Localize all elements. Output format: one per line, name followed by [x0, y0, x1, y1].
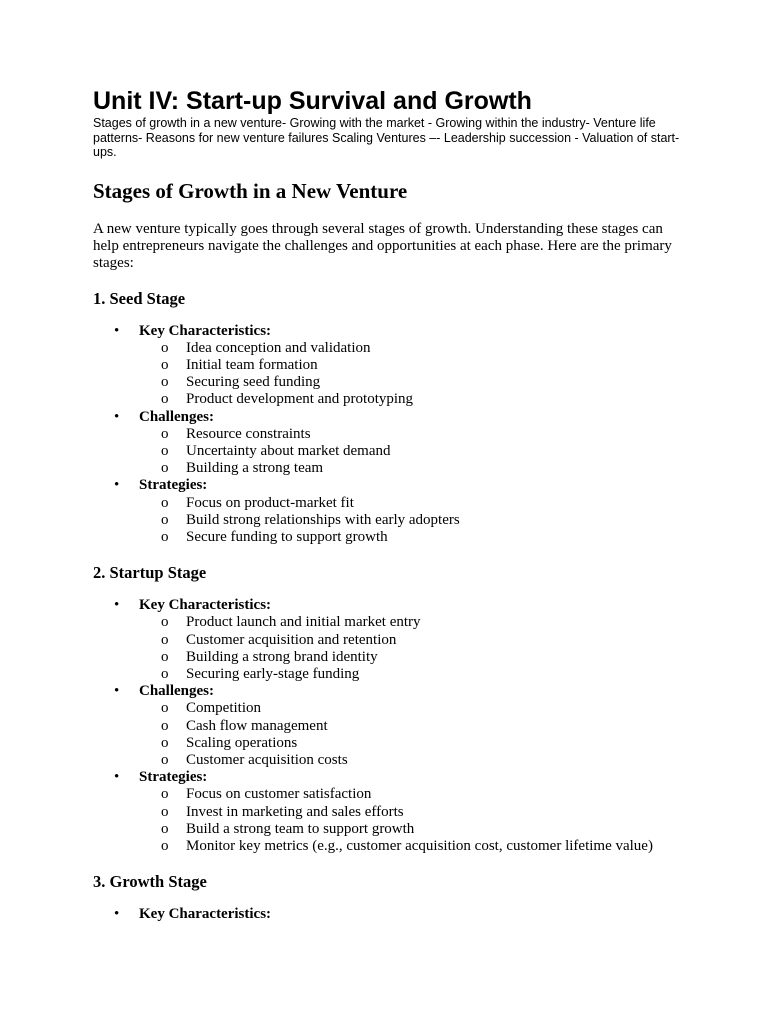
- bullet-icon: •: [114, 597, 120, 614]
- stage-section: [93, 872, 693, 923]
- bullet-icon: •: [114, 322, 120, 339]
- list-item: [93, 786, 693, 803]
- list-item: [93, 804, 693, 821]
- group-item: [93, 906, 693, 923]
- list-item: [93, 529, 693, 546]
- list-item: [93, 700, 693, 717]
- circle-bullet-icon: o: [161, 442, 169, 459]
- circle-bullet-icon: o: [161, 803, 169, 820]
- group-item: [93, 597, 693, 683]
- group-label: Key Characteristics:: [139, 906, 272, 923]
- circle-bullet-icon: o: [161, 391, 169, 408]
- list-item-text: Scaling operations: [186, 734, 298, 751]
- circle-bullet-icon: o: [161, 700, 169, 717]
- list-item: [93, 426, 693, 443]
- bullet-icon: •: [114, 683, 120, 700]
- list-item-text: Product launch and initial market entry: [186, 614, 421, 631]
- list-item-text: Build strong relationships with early adopters: [186, 511, 460, 528]
- list-item: [93, 512, 693, 529]
- circle-bullet-icon: o: [161, 786, 169, 803]
- circle-bullet-icon: o: [161, 425, 169, 442]
- sub-item-list: [93, 340, 693, 409]
- list-item-text: Competition: [186, 700, 261, 717]
- list-item-text: Idea conception and validation: [186, 339, 371, 356]
- list-item-text: Focus on customer satisfaction: [186, 786, 372, 803]
- section-title: Stages of Growth in a New Venture: [93, 178, 408, 203]
- list-item-text: Securing seed funding: [186, 374, 321, 391]
- stage-groups-list: [93, 597, 693, 855]
- circle-bullet-icon: o: [161, 494, 169, 511]
- list-item-text: Monitor key metrics (e.g., customer acquisition cost, customer lifetime value): [186, 837, 653, 854]
- circle-bullet-icon: o: [161, 511, 169, 528]
- list-item: [93, 632, 693, 649]
- circle-bullet-icon: o: [161, 648, 169, 665]
- list-item-text: Build a strong team to support growth: [186, 820, 415, 837]
- list-item-text: Focus on product-market fit: [186, 494, 354, 511]
- circle-bullet-icon: o: [161, 339, 169, 356]
- list-item: [93, 357, 693, 374]
- stage-section: [93, 289, 693, 547]
- stages-container: [93, 289, 693, 924]
- group-item: [93, 769, 693, 855]
- stage-section: [93, 563, 693, 855]
- group-label: Strategies:: [139, 769, 208, 786]
- circle-bullet-icon: o: [161, 820, 169, 837]
- list-item: [93, 649, 693, 666]
- sub-item-list: [93, 786, 693, 855]
- group-label: Key Characteristics:: [139, 597, 272, 614]
- document-page: [93, 86, 693, 923]
- sub-item-list: [93, 426, 693, 478]
- list-item-text: Building a strong team: [186, 460, 324, 477]
- group-item: [93, 477, 693, 546]
- stage-title: 1. Seed Stage: [93, 288, 186, 308]
- circle-bullet-icon: o: [161, 374, 169, 391]
- list-item-text: Initial team formation: [186, 356, 318, 373]
- bullet-icon: •: [114, 477, 120, 494]
- bullet-icon: •: [114, 769, 120, 786]
- list-item: [93, 460, 693, 477]
- list-item-text: Uncertainty about market demand: [186, 442, 391, 459]
- circle-bullet-icon: o: [161, 528, 169, 545]
- list-item-text: Building a strong brand identity: [186, 648, 378, 665]
- list-item: [93, 614, 693, 631]
- group-label: Key Characteristics:: [139, 322, 272, 339]
- stage-title: 2. Startup Stage: [93, 563, 207, 583]
- group-label: Challenges:: [139, 683, 214, 700]
- list-item: [93, 443, 693, 460]
- list-item: [93, 495, 693, 512]
- circle-bullet-icon: o: [161, 460, 169, 477]
- bullet-icon: •: [114, 906, 120, 923]
- list-item: [93, 735, 693, 752]
- group-label: Strategies:: [139, 477, 208, 494]
- group-item: [93, 683, 693, 769]
- circle-bullet-icon: o: [161, 614, 169, 631]
- stage-groups-list: [93, 906, 693, 923]
- list-item: [93, 821, 693, 838]
- unit-title: Unit IV: Start-up Survival and Growth: [93, 87, 532, 115]
- intro-paragraph: A new venture typically goes through several stages of growth. Understanding these stages can help entrepreneurs navigate the challenges and opportunities at each phase. Here are the primary stages:: [93, 220, 672, 271]
- circle-bullet-icon: o: [161, 717, 169, 734]
- list-item: [93, 340, 693, 357]
- circle-bullet-icon: o: [161, 734, 169, 751]
- sub-item-list: [93, 614, 693, 683]
- list-item: [93, 374, 693, 391]
- list-item: [93, 838, 693, 855]
- list-item-text: Securing early-stage funding: [186, 665, 360, 682]
- list-item: [93, 666, 693, 683]
- bullet-icon: •: [114, 408, 120, 425]
- list-item-text: Customer acquisition and retention: [186, 631, 397, 648]
- sub-item-list: [93, 700, 693, 769]
- list-item-text: Customer acquisition costs: [186, 751, 348, 768]
- list-item-text: Secure funding to support growth: [186, 528, 388, 545]
- sub-item-list: [93, 495, 693, 547]
- circle-bullet-icon: o: [161, 631, 169, 648]
- circle-bullet-icon: o: [161, 837, 169, 854]
- group-item: [93, 409, 693, 478]
- stage-title: 3. Growth Stage: [93, 872, 207, 892]
- circle-bullet-icon: o: [161, 356, 169, 373]
- group-label: Challenges:: [139, 408, 214, 425]
- circle-bullet-icon: o: [161, 665, 169, 682]
- list-item: [93, 752, 693, 769]
- group-item: [93, 323, 693, 409]
- list-item-text: Cash flow management: [186, 717, 328, 734]
- stage-groups-list: [93, 323, 693, 547]
- list-item-text: Resource constraints: [186, 425, 311, 442]
- list-item-text: Invest in marketing and sales efforts: [186, 803, 404, 820]
- list-item: [93, 718, 693, 735]
- list-item-text: Product development and prototyping: [186, 391, 414, 408]
- circle-bullet-icon: o: [161, 751, 169, 768]
- unit-subtitle: Stages of growth in a new venture- Growing with the market - Growing within the industry- Venture life patterns- Reasons for new venture failures Scaling Ventures –- Leadership succession - Valuation of start-ups.: [93, 116, 680, 159]
- list-item: [93, 391, 693, 408]
